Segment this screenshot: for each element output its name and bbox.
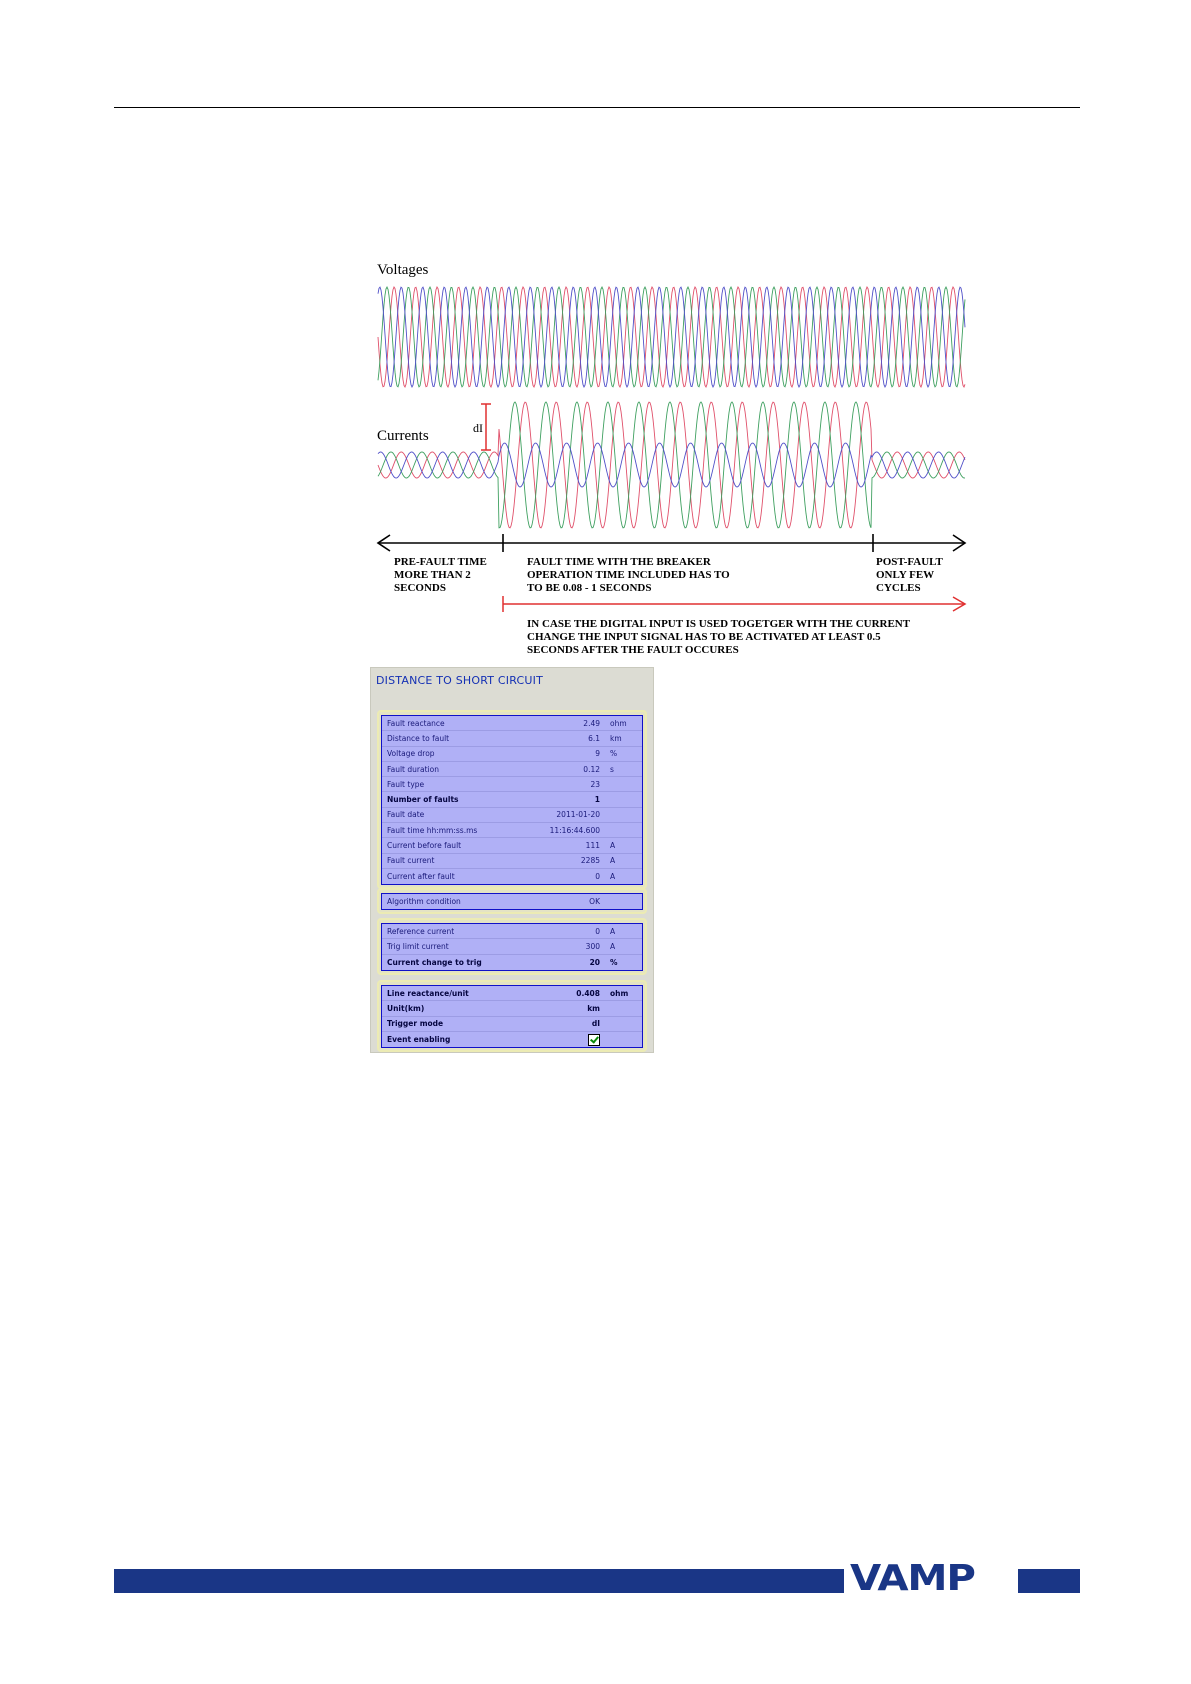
settings-group (377, 710, 647, 889)
row-label: Fault duration (387, 764, 439, 774)
row-label: Voltage drop (387, 749, 435, 759)
row-value: 0.408 (576, 988, 600, 998)
row-value: 1 (594, 795, 600, 805)
row-unit: A (610, 941, 616, 951)
settings-row[interactable] (382, 808, 642, 823)
settings-row[interactable] (382, 1017, 642, 1032)
row-unit: A (610, 856, 616, 866)
settings-row[interactable] (382, 716, 642, 731)
post-fault-text: POST-FAULT ONLY FEW CYCLES (876, 556, 943, 594)
row-value: km (587, 1003, 600, 1013)
row-unit: km (610, 733, 622, 743)
row-value: 2.49 (583, 718, 600, 728)
row-label: Fault type (387, 779, 425, 789)
row-value: 300 (585, 941, 600, 951)
row-value: dI (591, 1019, 600, 1029)
row-value: 23 (590, 779, 600, 789)
row-label: Fault current (387, 856, 435, 866)
row-label: Trig limit current (387, 941, 449, 951)
settings-row[interactable] (382, 731, 642, 746)
settings-table (381, 923, 643, 971)
settings-row[interactable] (382, 986, 642, 1001)
fault-time-text: FAULT TIME WITH THE BREAKER OPERATION TIME INCLUDED HAS TO TO BE 0.08 - 1 SECONDS (527, 556, 730, 594)
footer-bar (114, 1569, 844, 1593)
settings-row[interactable] (382, 792, 642, 807)
row-unit: % (610, 749, 618, 759)
row-label: Trigger mode (387, 1019, 444, 1029)
pre-fault-text: PRE-FAULT TIME MORE THAN 2 SECONDS (394, 556, 487, 594)
current-phase-3 (378, 443, 965, 487)
waveform-figure (370, 262, 970, 662)
settings-group (377, 980, 647, 1052)
row-unit: A (610, 926, 616, 936)
footer-bar-end (1018, 1569, 1080, 1593)
settings-row[interactable] (382, 894, 642, 909)
row-value: 2285 (580, 856, 600, 866)
settings-table (381, 715, 643, 885)
settings-group (377, 918, 647, 975)
row-label: Distance to fault (387, 733, 450, 743)
row-label: Current after fault (387, 872, 455, 882)
row-unit: ohm (610, 988, 629, 998)
row-label: Line reactance/unit (387, 988, 469, 998)
row-value: OK (589, 897, 600, 907)
settings-row[interactable] (382, 762, 642, 777)
row-label: Number of faults (387, 795, 459, 805)
row-value: 0 (595, 872, 600, 882)
event-enabling-checkbox[interactable] (588, 1034, 600, 1046)
settings-row[interactable] (382, 747, 642, 762)
settings-row[interactable] (382, 854, 642, 869)
settings-row[interactable] (382, 939, 642, 954)
row-unit: A (610, 841, 616, 851)
row-value: 9 (595, 749, 600, 759)
row-value: 20 (589, 957, 600, 967)
settings-row[interactable] (382, 924, 642, 939)
row-label: Fault time hh:mm:ss.ms (387, 825, 478, 835)
row-value: 111 (585, 841, 600, 851)
row-label: Current before fault (387, 841, 462, 851)
row-label: Current change to trig (387, 957, 482, 967)
settings-row[interactable] (382, 823, 642, 838)
settings-row[interactable] (382, 869, 642, 884)
row-value: 0 (595, 926, 600, 936)
settings-table (381, 893, 643, 910)
row-value: 11:16:44.600 (549, 825, 600, 835)
row-value: 0.12 (583, 764, 600, 774)
voltages-label: Voltages (377, 262, 429, 278)
settings-group (377, 888, 647, 914)
row-value (510, 1034, 608, 1046)
settings-row[interactable] (382, 1001, 642, 1016)
distance-to-short-circuit-panel (370, 667, 654, 1053)
row-label: Reference current (387, 926, 455, 936)
settings-row[interactable] (382, 838, 642, 853)
settings-row[interactable] (382, 777, 642, 792)
waveform-canvas (370, 262, 970, 662)
settings-row[interactable] (382, 955, 642, 970)
row-value: 6.1 (588, 733, 600, 743)
panel-title: DISTANCE TO SHORT CIRCUIT (376, 674, 544, 687)
currents-label: Currents (377, 428, 429, 444)
row-value: 2011-01-20 (556, 810, 600, 820)
vamp-logo: VAMP (850, 1558, 975, 1599)
settings-row[interactable] (382, 1032, 642, 1047)
row-unit: s (610, 764, 614, 774)
row-label: Fault date (387, 810, 425, 820)
digital-input-text: IN CASE THE DIGITAL INPUT IS USED TOGETGER WITH THE CURRENT CHANGE THE INPUT SIGNAL HAS TO BE ACTIVATED AT LEAST 0.5 SECONDS AFTER THE FAULT OCCURES (527, 618, 911, 656)
row-unit: A (610, 872, 616, 882)
row-label: Algorithm condition (387, 897, 461, 907)
header-rule (114, 107, 1080, 108)
row-unit: % (610, 957, 618, 967)
row-label: Fault reactance (387, 718, 445, 728)
di-label: dI (473, 421, 483, 435)
row-unit: ohm (610, 718, 627, 728)
row-label: Unit(km) (387, 1003, 425, 1013)
settings-table (381, 985, 643, 1048)
row-label: Event enabling (387, 1035, 451, 1045)
